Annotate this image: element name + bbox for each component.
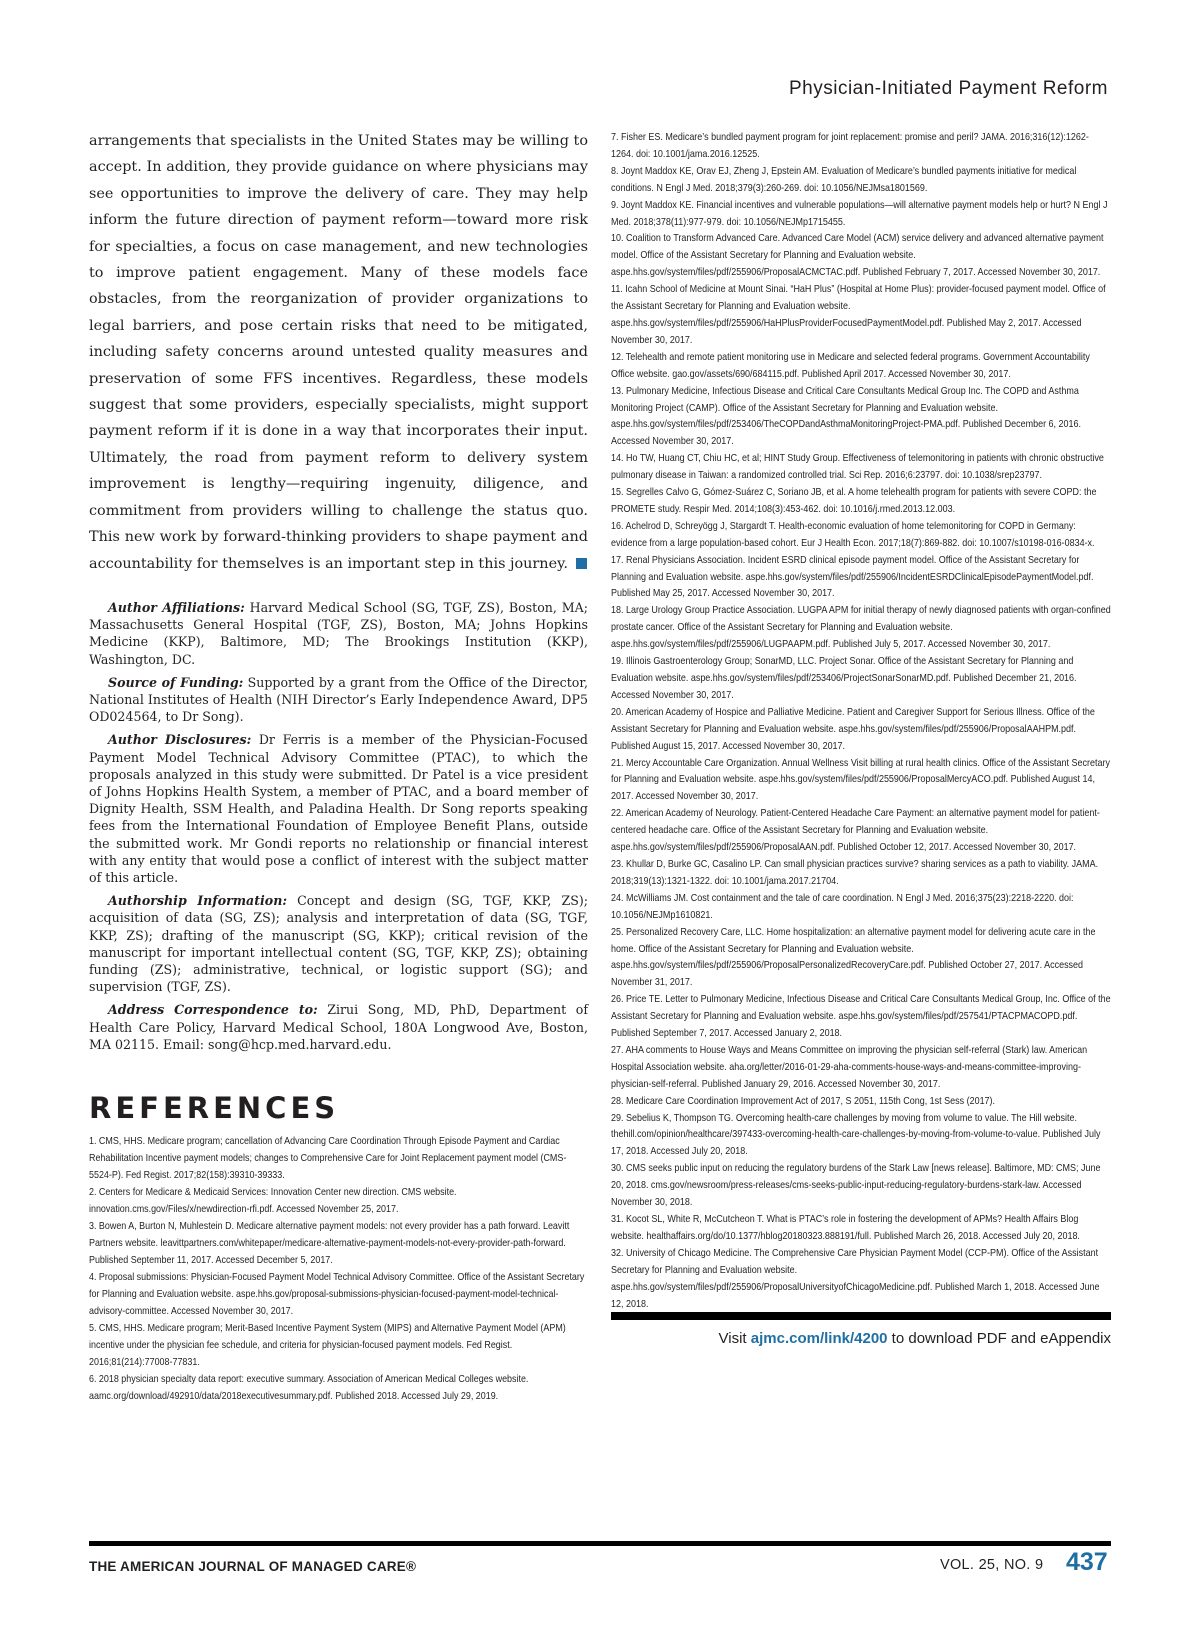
footer-rule [89, 1541, 1111, 1546]
footer-journal-title: THE AMERICAN JOURNAL OF MANAGED CARE® [89, 1559, 417, 1574]
page-number: 437 [1066, 1548, 1108, 1576]
reference-item: 4. Proposal submissions: Physician-Focused Payment Model Technical Advisory Committee. Office of the Assistant Secretary for Planning and Evaluation website. aspe.hhs.gov/proposal-submissions-physician-focused-payment-model-technical-advisory-committee. Accessed November 30, 2017. [89, 1271, 585, 1317]
footer-volume: VOL. 25, NO. 9 [940, 1557, 1044, 1573]
disclosures-text: Dr Ferris is a member of the Physician-Focused Payment Model Technical Advisory Committee (PTAC), to which the proposals analyzed in this study were submitted. Dr Patel is a vice president of Johns Hopkins Health System, a member of PTAC, and a board member of Dignity Health, SSM Health, and Paladina Health. Dr Song reports speaking fees from the International Foundation of Employee Benefit Plans, outside the submitted work. Mr Gondi reports no relationship or financial interest with any entity that would pose a conflict of interest with the subject matter of this article. [89, 732, 588, 885]
reference-item: 18. Large Urology Group Practice Association. LUGPA APM for initial therapy of newly diagnosed patients with organ-confined prostate cancer. Office of the Assistant Secretary for Planning and Evaluation website. aspe.hhs.gov/system/files/pdf/255906/LUGPAAPM.pdf. Published July 5, 2017. Accessed November 30, 2017. [611, 605, 1111, 651]
reference-item: 10. Coalition to Transform Advanced Care. Advanced Care Model (ACM) service delivery and advanced alternative payment model. Office of the Assistant Secretary for Planning and Evaluation website. aspe.hhs.gov/system/files/pdf/255906/ProposalACMCTAC.pdf. Published February 7, 2017. Accessed November 30, 2017. [611, 233, 1104, 279]
reference-item: 22. American Academy of Neurology. Patient-Centered Headache Care Payment: an alternative payment model for patient-centered headache care. Office of the Assistant Secretary for Planning and Evaluation website. aspe.hhs.gov/system/files/pdf/255906/ProposalAAN.pdf. Published October 12, 2017. Accessed November 30, 2017. [611, 808, 1100, 854]
reference-item: 15. Segrelles Calvo G, Gómez-Suárez C, Soriano JB, et al. A home telehealth program for patients with severe COPD: the PROMETE study. Respir Med. 2014;108(3):453-462. doi: 10.1016/j.rmed.2013.12.003. [611, 487, 1097, 515]
correspondence-text: Zirui Song, MD, PhD, Department of Health Care Policy, Harvard Medical School, 180A Longwood Ave, Boston, MA 02115. Email: song@hcp.med.harvard.edu. [89, 1002, 588, 1052]
funding-label: Source of Funding: [108, 674, 244, 690]
affiliations-label: Author Affiliations: [108, 599, 245, 615]
reference-item: 13. Pulmonary Medicine, Infectious Disease and Critical Care Consultants Medical Group Inc. The COPD and Asthma Monitoring Project (CAMP). Office of the Assistant Secretary for Planning and Evaluation website. aspe.hhs.gov/system/files/pdf/253406/TheCOPDandAsthmaMonitoringProject-PMA.pdf. Published December 6, 2016. Accessed November 30, 2017. [611, 385, 1082, 448]
running-head: Physician-Initiated Payment Reform [788, 78, 1108, 99]
reference-item: 26. Price TE. Letter to Pulmonary Medicine, Infectious Disease and Critical Care Consultants Medical Group, Inc. Office of the Assistant Secretary for Planning and Evaluation website. aspe.hhs.gov/system/files/pdf/257541/PTACPMACOPD.pdf. Published September 7, 2017. Accessed January 2, 2018. [611, 994, 1111, 1040]
authorship-text: Concept and design (SG, TGF, KKP, ZS); acquisition of data (SG, ZS); analysis and interpretation of data (SG, TGF, KKP, ZS); drafting of the manuscript (SG, KKP); critical revision of the manuscript for important intellectual content (SG, TGF, KKP, ZS); obtaining funding (ZS); administrative, technical, or logistic support (SG); and supervision (TGF, ZS). [89, 893, 588, 995]
reference-item: 24. McWilliams JM. Cost containment and the tale of care coordination. N Engl J Med. 2016;375(23):2218-2220. doi: 10.1056/NEJMp1610821. [611, 892, 1074, 921]
reference-item: 20. American Academy of Hospice and Palliative Medicine. Patient and Caregiver Support for Serious Illness. Office of the Assistant Secretary for Planning and Evaluation website. aspe.hhs.gov/system/files/pdf/255906/ProposalAAHPM.pdf. Published August 15, 2017. Accessed November 30, 2017. [611, 706, 1095, 752]
reference-item: 7. Fisher ES. Medicare’s bundled payment program for joint replacement: promise and peril? JAMA. 2016;316(12):1262-1264. doi: 10.1001/jama.2016.12525. [611, 132, 1089, 160]
address-correspondence [89, 1001, 588, 1053]
reference-item: 3. Bowen A, Burton N, Muhlestein D. Medicare alternative payment models: not every provider has a path forward. Leavitt Partners website. leavittpartners.com/whitepaper/medicare-alternative-payment-models-not-every-provider-path-forward. Published September 11, 2017. Accessed December 5, 2017. [89, 1220, 570, 1266]
body-paragraph-text: arrangements that specialists in the United States may be willing to accept. In addition, they provide guidance on where physicians may see opportunities to improve the delivery of care. They may help inform the future direction of payment reform—toward more risk for specialties, a focus on case management, and new technologies to improve patient engagement. Many of these models face obstacles, from the reorganization of provider organizations to legal barriers, and pose certain risks that need to be mitigated, including safety concerns around untested quality measures and preservation of some FFS incentives. Regardless, these models suggest that some providers, especially specialists, might support payment reform if it is done in a way that incorporates their input. Ultimately, the road from payment reform to delivery system improvement is lengthy—requiring ingenuity, diligence, and commitment from providers willing to challenge the status quo. This new work by forward-thinking providers to shape payment and accountability for themselves is an important step in this journey. [89, 133, 588, 572]
author-affiliations [89, 599, 588, 668]
disclosures-label: Author Disclosures: [108, 732, 252, 748]
reference-item: 16. Achelrod D, Schreyögg J, Stargardt T. Health-economic evaluation of home telemonitoring for COPD in Germany: evidence from a large population-based cohort. Eur J Health Econ. 2017;18(7):869-882. doi: 10.1007/s10198-016-0834-x. [611, 520, 1095, 549]
reference-item: 6. 2018 physician specialty data report: executive summary. Association of American Medical Colleges website. aamc.org/download/492910/data/2018executivesummary.pdf. Published 2018. Accessed July 29, 2019. [89, 1373, 529, 1402]
reference-item: 8. Joynt Maddox KE, Orav EJ, Zheng J, Epstein AM. Evaluation of Medicare’s bundled payments initiative for medical conditions. N Engl J Med. 2018;379(3):260-269. doi: 10.1056/NEJMsa1801569. [611, 165, 1077, 194]
reference-item: 25. Personalized Recovery Care, LLC. Home hospitalization: an alternative payment model for delivering acute care in the home. Office of the Assistant Secretary for Planning and Evaluation website. aspe.hhs.gov/system/files/pdf/255906/ProposalPersonalizedRecoveryCare.pdf. Published October 27, 2017. Accessed November 31, 2017. [611, 926, 1096, 989]
reference-item: 12. Telehealth and remote patient monitoring use in Medicare and selected federal programs. Government Accountability Office website. gao.gov/assets/690/684115.pdf. Published April 2017. Accessed November 30, 2017. [611, 351, 1090, 380]
reference-item: 14. Ho TW, Huang CT, Chiu HC, et al; HINT Study Group. Effectiveness of telemonitoring in patients with chronic obstructive pulmonary disease in Taiwan: a randomized controlled trial. Sci Rep. 2016;6:23797. doi: 10.1038/srep23797. [611, 453, 1104, 482]
reference-list-right [611, 130, 1111, 1313]
reference-item: 28. Medicare Care Coordination Improvement Act of 2017, S 2051, 115th Cong, 1st Sess (2017). [611, 1095, 996, 1107]
funding-text: Supported by a grant from the Office of the Director, National Institutes of Health (NIH Director’s Early Independence Award, DP5 OD024564, to Dr Song). [89, 674, 588, 725]
authorship-label: Authorship Information: [108, 893, 288, 909]
reference-item: 21. Mercy Accountable Care Organization. Annual Wellness Visit billing at rural health clinics. Office of the Assistant Secretary for Planning and Evaluation website. aspe.hhs.gov/system/files/pdf/255906/ProposalMercyACO.pdf. Published August 14, 2017. Accessed November 30, 2017. [611, 757, 1110, 803]
right-column [611, 130, 1111, 1313]
reference-item: 19. Illinois Gastroenterology Group; SonarMD, LLC. Project Sonar. Office of the Assistant Secretary for Planning and Evaluation website. aspe.hhs.gov/system/files/pdf/253406/ProjectSonarSonarMD.pdf. Published December 21, 2016. Accessed November 30, 2017. [611, 656, 1077, 701]
download-link[interactable]: ajmc.com/link/4200 [750, 1330, 888, 1347]
reference-item: 2. Centers for Medicare & Medicaid Services: Innovation Center new direction. CMS website. innovation.cms.gov/Files/x/newdirection-rfi.pdf. Accessed November 25, 2017. [89, 1186, 457, 1215]
correspondence-label: Address Correspondence to: [108, 1002, 318, 1018]
authorship-information [89, 892, 588, 995]
download-link-box [611, 1312, 1111, 1347]
download-prefix: Visit [718, 1330, 751, 1347]
source-of-funding [89, 674, 588, 726]
left-column [89, 128, 588, 1405]
reference-item: 29. Sebelius K, Thompson TG. Overcoming health-care challenges by moving from volume to value. The Hill website. thehill.com/opinion/healthcare/397433-overcoming-health-care-challenges-by-moving-from-volume-to-value. Published July 17, 2018. Accessed July 20, 2018. [611, 1112, 1101, 1158]
reference-item: 11. Icahn School of Medicine at Mount Sinai. “HaH Plus” (Hospital at Home Plus): provider-focused payment model. Office of the Assistant Secretary for Planning and Evaluation website. aspe.hhs.gov/system/files/pdf/255906/HaHPlusProviderFocusedPaymentModel.pdf. Published May 2, 2017. Accessed November 30, 2017. [611, 284, 1106, 346]
reference-list-left [89, 1133, 588, 1405]
reference-item: 32. University of Chicago Medicine. The Comprehensive Care Physician Payment Model (CCP-PM). Office of the Assistant Secretary for Planning and Evaluation website. aspe.hhs.gov/system/files/pdf/255906/ProposalUniversityofChicagoMedicine.pdf. Published March 1, 2018. Accessed June 12, 2018. [611, 1247, 1100, 1310]
body-paragraph [89, 128, 588, 577]
article-metadata [89, 599, 588, 1053]
reference-item: 30. CMS seeks public input on reducing the regulatory burdens of the Stark Law [news release]. Baltimore, MD: CMS; June 20, 2018. cms.gov/newsroom/press-releases/cms-seeks-public-input-reducing-regulatory-burdens-stark-law. Accessed November 30, 2018. [611, 1163, 1101, 1209]
affiliations-text: Harvard Medical School (SG, TGF, ZS), Boston, MA; Massachusetts General Hospital (TGF, ZS), Boston, MA; Johns Hopkins Medicine (KKP), Baltimore, MD; The Brookings Institution (KKP), Washington, DC. [89, 599, 588, 667]
download-suffix: to download PDF and eAppendix [887, 1330, 1111, 1347]
reference-item: 9. Joynt Maddox KE. Financial incentives and vulnerable populations—will alternative payment models help or hurt? N Engl J Med. 2018;378(11):977-979. doi: 10.1056/NEJMp1715455. [611, 199, 1108, 228]
references-heading: REFERENCES [89, 1090, 340, 1125]
reference-item: 27. AHA comments to House Ways and Means Committee on improving the physician self-referral (Stark) law. American Hospital Association website. aha.org/letter/2016-01-29-aha-comments-house-ways-and-means-committee-improving-physician-self-referral. Published January 29, 2016. Accessed November 30, 2017. [611, 1044, 1088, 1090]
reference-item: 5. CMS, HHS. Medicare program; Merit-Based Incentive Payment System (MIPS) and Alternative Payment Model (APM) incentive under the physician fee schedule, and criteria for physician-focused payment models. Fed Regist. 2016;81(214):77008-77831. [89, 1322, 566, 1368]
reference-item: 17. Renal Physicians Association. Incident ESRD clinical episode payment model. Office of the Assistant Secretary for Planning and Evaluation website. aspe.hhs.gov/system/files/pdf/255906/IncidentESRDClinicalEpisodePaymentModel.pdf. Published May 25, 2017. Accessed November 30, 2017. [611, 554, 1094, 600]
reference-item: 1. CMS, HHS. Medicare program; cancellation of Advancing Care Coordination Through Episode Payment and Cardiac Rehabilitation Incentive payment models; changes to Comprehensive Care for Joint Replacement payment model (CMS-5524-P). Fed Regist. 2017;82(158):39310-39333. [89, 1135, 567, 1181]
reference-item: 23. Khullar D, Burke GC, Casalino LP. Can small physician practices survive? sharing services as a path to viability. JAMA. 2018;319(13):1321-1322. doi: 10.1001/jama.2017.21704. [611, 858, 1099, 887]
author-disclosures [89, 731, 588, 886]
end-of-article-square-icon [576, 558, 587, 569]
reference-item: 31. Kocot SL, White R, McCutcheon T. What is PTAC’s role in fostering the development of APMs? Health Affairs Blog website. healthaffairs.org/do/10.1377/hblog20180323.888191/full. Published March 26, 2018. Accessed July 20, 2018. [611, 1214, 1080, 1242]
